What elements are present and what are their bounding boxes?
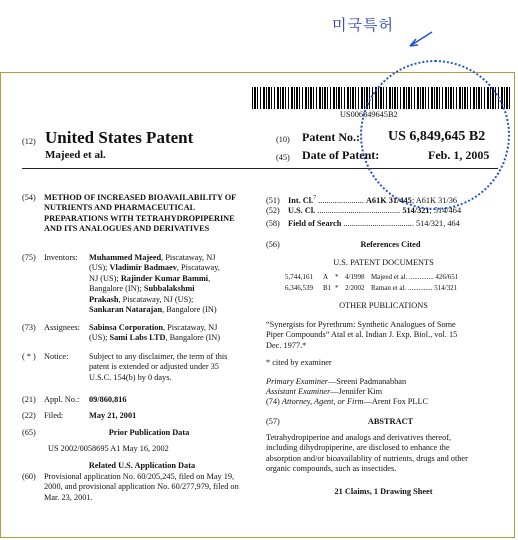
doc-num: 5,744,161 xyxy=(285,273,313,281)
doc-name: Raman et al. xyxy=(371,284,407,292)
appl-section xyxy=(22,395,127,405)
prior-pub-section xyxy=(22,428,262,438)
invention-title: METHOD OF INCREASED BIOAVAILABILITY OF NUTRIENTS AND PHARMACEUTICAL PREPARATIONS WITH TETRAHYDROPIPERINE AND ITS ANALOGUES AND DERIVATIVES xyxy=(44,193,236,234)
us-cl-label: U.S. Cl. xyxy=(288,206,316,215)
inventor-line xyxy=(89,253,259,263)
inventors-label: Inventors: xyxy=(44,253,78,262)
doc-date: 4/1998 xyxy=(345,273,365,281)
dots: .................................. xyxy=(341,219,414,228)
inventor-line xyxy=(89,284,259,294)
int-cl-sup: 7 xyxy=(313,195,317,201)
refs-cited-heading: References Cited xyxy=(360,240,421,249)
inventor-text: Sankaran Natarajan xyxy=(89,305,163,315)
inventor-text: (US); xyxy=(89,263,110,273)
doc-name: Majeed et al. xyxy=(371,273,408,281)
primary-examiner-label: Primary Examiner xyxy=(266,377,328,386)
inventor-text: , Bangalore (IN) xyxy=(162,305,217,315)
notice-line: U.S.C. 154(b) by 0 days. xyxy=(89,372,172,382)
inventors-section xyxy=(22,253,262,315)
other-publications-heading: OTHER PUBLICATIONS xyxy=(339,301,428,310)
field-search-label: Field of Search xyxy=(288,219,342,228)
cited-by-examiner: * cited by examiner xyxy=(266,358,332,367)
patent-no-label: Patent No.: xyxy=(302,130,360,144)
us-patent-docs-heading: U.S. PATENT DOCUMENTS xyxy=(333,258,434,267)
assignee-text: (US); xyxy=(89,333,110,343)
prior-pub-heading: Prior Publication Data xyxy=(108,428,190,437)
title-section xyxy=(22,193,257,235)
korean-annotation: 미국특허 xyxy=(332,16,394,34)
related-line: 2000, and provisional application No. 60/277,979, filed on xyxy=(44,482,239,492)
doc-num: 6,346,539 xyxy=(285,284,313,292)
patent-doc-row xyxy=(285,283,505,294)
code-75: (75) xyxy=(22,253,36,262)
doc-star: * xyxy=(335,284,339,292)
filed-date: May 21, 2001 xyxy=(89,411,137,420)
code-21: (21) xyxy=(22,395,36,404)
inventor-text: NJ (US); xyxy=(89,273,121,283)
code-45: (45) xyxy=(276,153,290,162)
code-56: (56) xyxy=(266,240,280,249)
code-60: (60) xyxy=(22,472,36,481)
int-cl-label: Int. Cl. xyxy=(288,195,314,205)
assistant-examiner-name: —Jennifer Kim xyxy=(330,387,383,396)
code-57: (57) xyxy=(266,417,280,426)
attorney-label: Attorney, Agent, or Firm xyxy=(281,397,364,406)
appl-label: Appl. No.: xyxy=(44,395,80,404)
inventor-line xyxy=(89,274,259,284)
field-search-row xyxy=(266,219,501,229)
doc-date: 2/2002 xyxy=(345,284,365,292)
assignee-text: Sabinsa Corporation xyxy=(89,323,163,332)
inventor-line xyxy=(89,295,259,305)
related-line: Provisional application No. 60/205,245, filed on May 19, xyxy=(44,472,235,481)
barcode-number: US006849645B2 xyxy=(340,110,398,119)
int-cl-value: A61K 31/445 xyxy=(365,195,412,205)
dots: ........................................ xyxy=(315,206,401,215)
inventors-list xyxy=(89,253,259,315)
appl-number: 09/860,816 xyxy=(89,395,127,404)
code-10: (10) xyxy=(276,135,290,144)
doc-kind: B1 xyxy=(323,284,332,292)
inventor-text: Bangalore (IN); xyxy=(89,284,144,294)
code-58: (58) xyxy=(266,219,280,228)
primary-examiner xyxy=(266,377,406,387)
date-label: Date of Patent: xyxy=(302,148,380,162)
abstract-line: Tetrahydropiperine and analogs and derivatives thereof, xyxy=(266,433,452,442)
code-22: (22) xyxy=(22,411,36,420)
code-51: (51) xyxy=(266,195,280,205)
abstract-line: including dihydropiperine, are disclosed to enhance the xyxy=(266,443,450,453)
code-54: (54) xyxy=(22,193,36,202)
inventor-line xyxy=(89,263,259,273)
related-line: Mar. 23, 2001. xyxy=(44,492,93,502)
assignee-text: , Piscataway, NJ xyxy=(163,323,218,332)
code-52: (52) xyxy=(266,206,280,215)
notice-line: Subject to any disclaimer, the term of this xyxy=(89,352,228,361)
related-app-section xyxy=(22,472,262,503)
related-app-heading: Related U.S. Application Data xyxy=(88,461,196,470)
us-cl-rest: ; 514/464 xyxy=(429,206,462,215)
patent-date: Feb. 1, 2005 xyxy=(428,148,490,162)
doc-class: 514/321 xyxy=(434,284,458,292)
other-pub-line: Dec. 1977.* xyxy=(266,340,307,350)
abstract-line: organic compounds, such as insectides. xyxy=(266,464,397,474)
doc-kind: A xyxy=(323,273,329,281)
dots: ...................... xyxy=(316,195,364,205)
other-publications-text xyxy=(266,320,498,351)
code-65: (65) xyxy=(22,428,36,437)
abstract-heading-row xyxy=(266,417,501,427)
annotation-arrow-icon xyxy=(400,30,440,52)
notice-section xyxy=(22,352,262,383)
assignees-section xyxy=(22,323,262,344)
patent-doc-row xyxy=(285,272,505,283)
filed-label: Filed: xyxy=(44,411,64,420)
field-search-value: 514/321, 464 xyxy=(416,219,460,228)
inventor-text: Subbalakshmi xyxy=(143,284,195,294)
inventor-line xyxy=(89,305,259,315)
assignee-text: , Bangalore (IN) xyxy=(165,333,221,343)
doc-star: * xyxy=(335,273,339,281)
abstract-line: absorption and/or bioavailablity of nutrients, drugs and other xyxy=(266,453,468,463)
inventor-text: , Piscataway, xyxy=(176,263,220,273)
inventors-short: Majeed et al. xyxy=(45,149,106,161)
us-cl-value: 514/321 xyxy=(402,206,430,215)
refs-cited-row xyxy=(266,240,501,250)
code-74: (74) xyxy=(266,397,280,406)
filed-section xyxy=(22,411,136,421)
patent-type: United States Patent xyxy=(45,128,194,147)
dots: .............. xyxy=(407,284,433,292)
assistant-examiner xyxy=(266,387,382,397)
assignee-line xyxy=(89,323,259,333)
int-cl-rest: ; A61K 31/36 xyxy=(411,195,457,205)
inventor-text: , Piscataway, NJ xyxy=(161,253,216,262)
prior-pub-line: US 2002/0058695 A1 May 16, 2002 xyxy=(48,444,169,453)
code-12: (12) xyxy=(22,137,36,146)
assistant-examiner-label: Assistant Examiner xyxy=(266,387,331,396)
assignee-text: Sami Labs LTD xyxy=(109,333,166,343)
primary-examiner-name: —Sreeni Padmanabhan xyxy=(327,377,407,386)
attorney-name: —Arent Fox PLLC xyxy=(363,397,429,406)
assignees-list xyxy=(89,323,259,344)
abstract-heading: ABSTRACT xyxy=(367,417,414,426)
inventor-text: Vladimir Badmaev xyxy=(109,263,177,273)
abstract-text xyxy=(266,433,498,475)
notice-label: Notice: xyxy=(44,352,69,361)
assignee-line xyxy=(89,333,259,343)
patent-number: US 6,849,645 B2 xyxy=(388,129,486,144)
claims-count: 21 Claims, 1 Drawing Sheet xyxy=(334,487,433,496)
inventor-text: Muhammed Majeed xyxy=(89,253,162,262)
code-73: (73) xyxy=(22,323,36,332)
inventor-text: , Piscataway, NJ (US); xyxy=(118,294,194,304)
code-notice: ( * ) xyxy=(22,352,36,361)
inventor-text: , xyxy=(208,273,211,283)
us-patent-docs-list xyxy=(285,272,505,294)
notice-line: patent is extended or adjusted under 35 xyxy=(89,362,219,372)
inventor-text: Rajinder Kumar Bammi xyxy=(120,273,209,283)
dots: .............. xyxy=(409,273,434,281)
doc-class: 426/651 xyxy=(435,273,459,281)
assignees-label: Assignees: xyxy=(44,323,80,332)
highlight-circle xyxy=(360,60,510,210)
inventor-text: Prakash xyxy=(89,294,119,304)
other-pub-line: Piper Compounds” Atal et al. Indian J. Exp. Biol., vol. 15 xyxy=(266,330,458,340)
attorney-row xyxy=(266,397,428,407)
other-pub-line: “Synergists for Pyrethrum: Synthetic Analogues of Some xyxy=(266,320,456,329)
us-cl-row xyxy=(266,206,501,216)
